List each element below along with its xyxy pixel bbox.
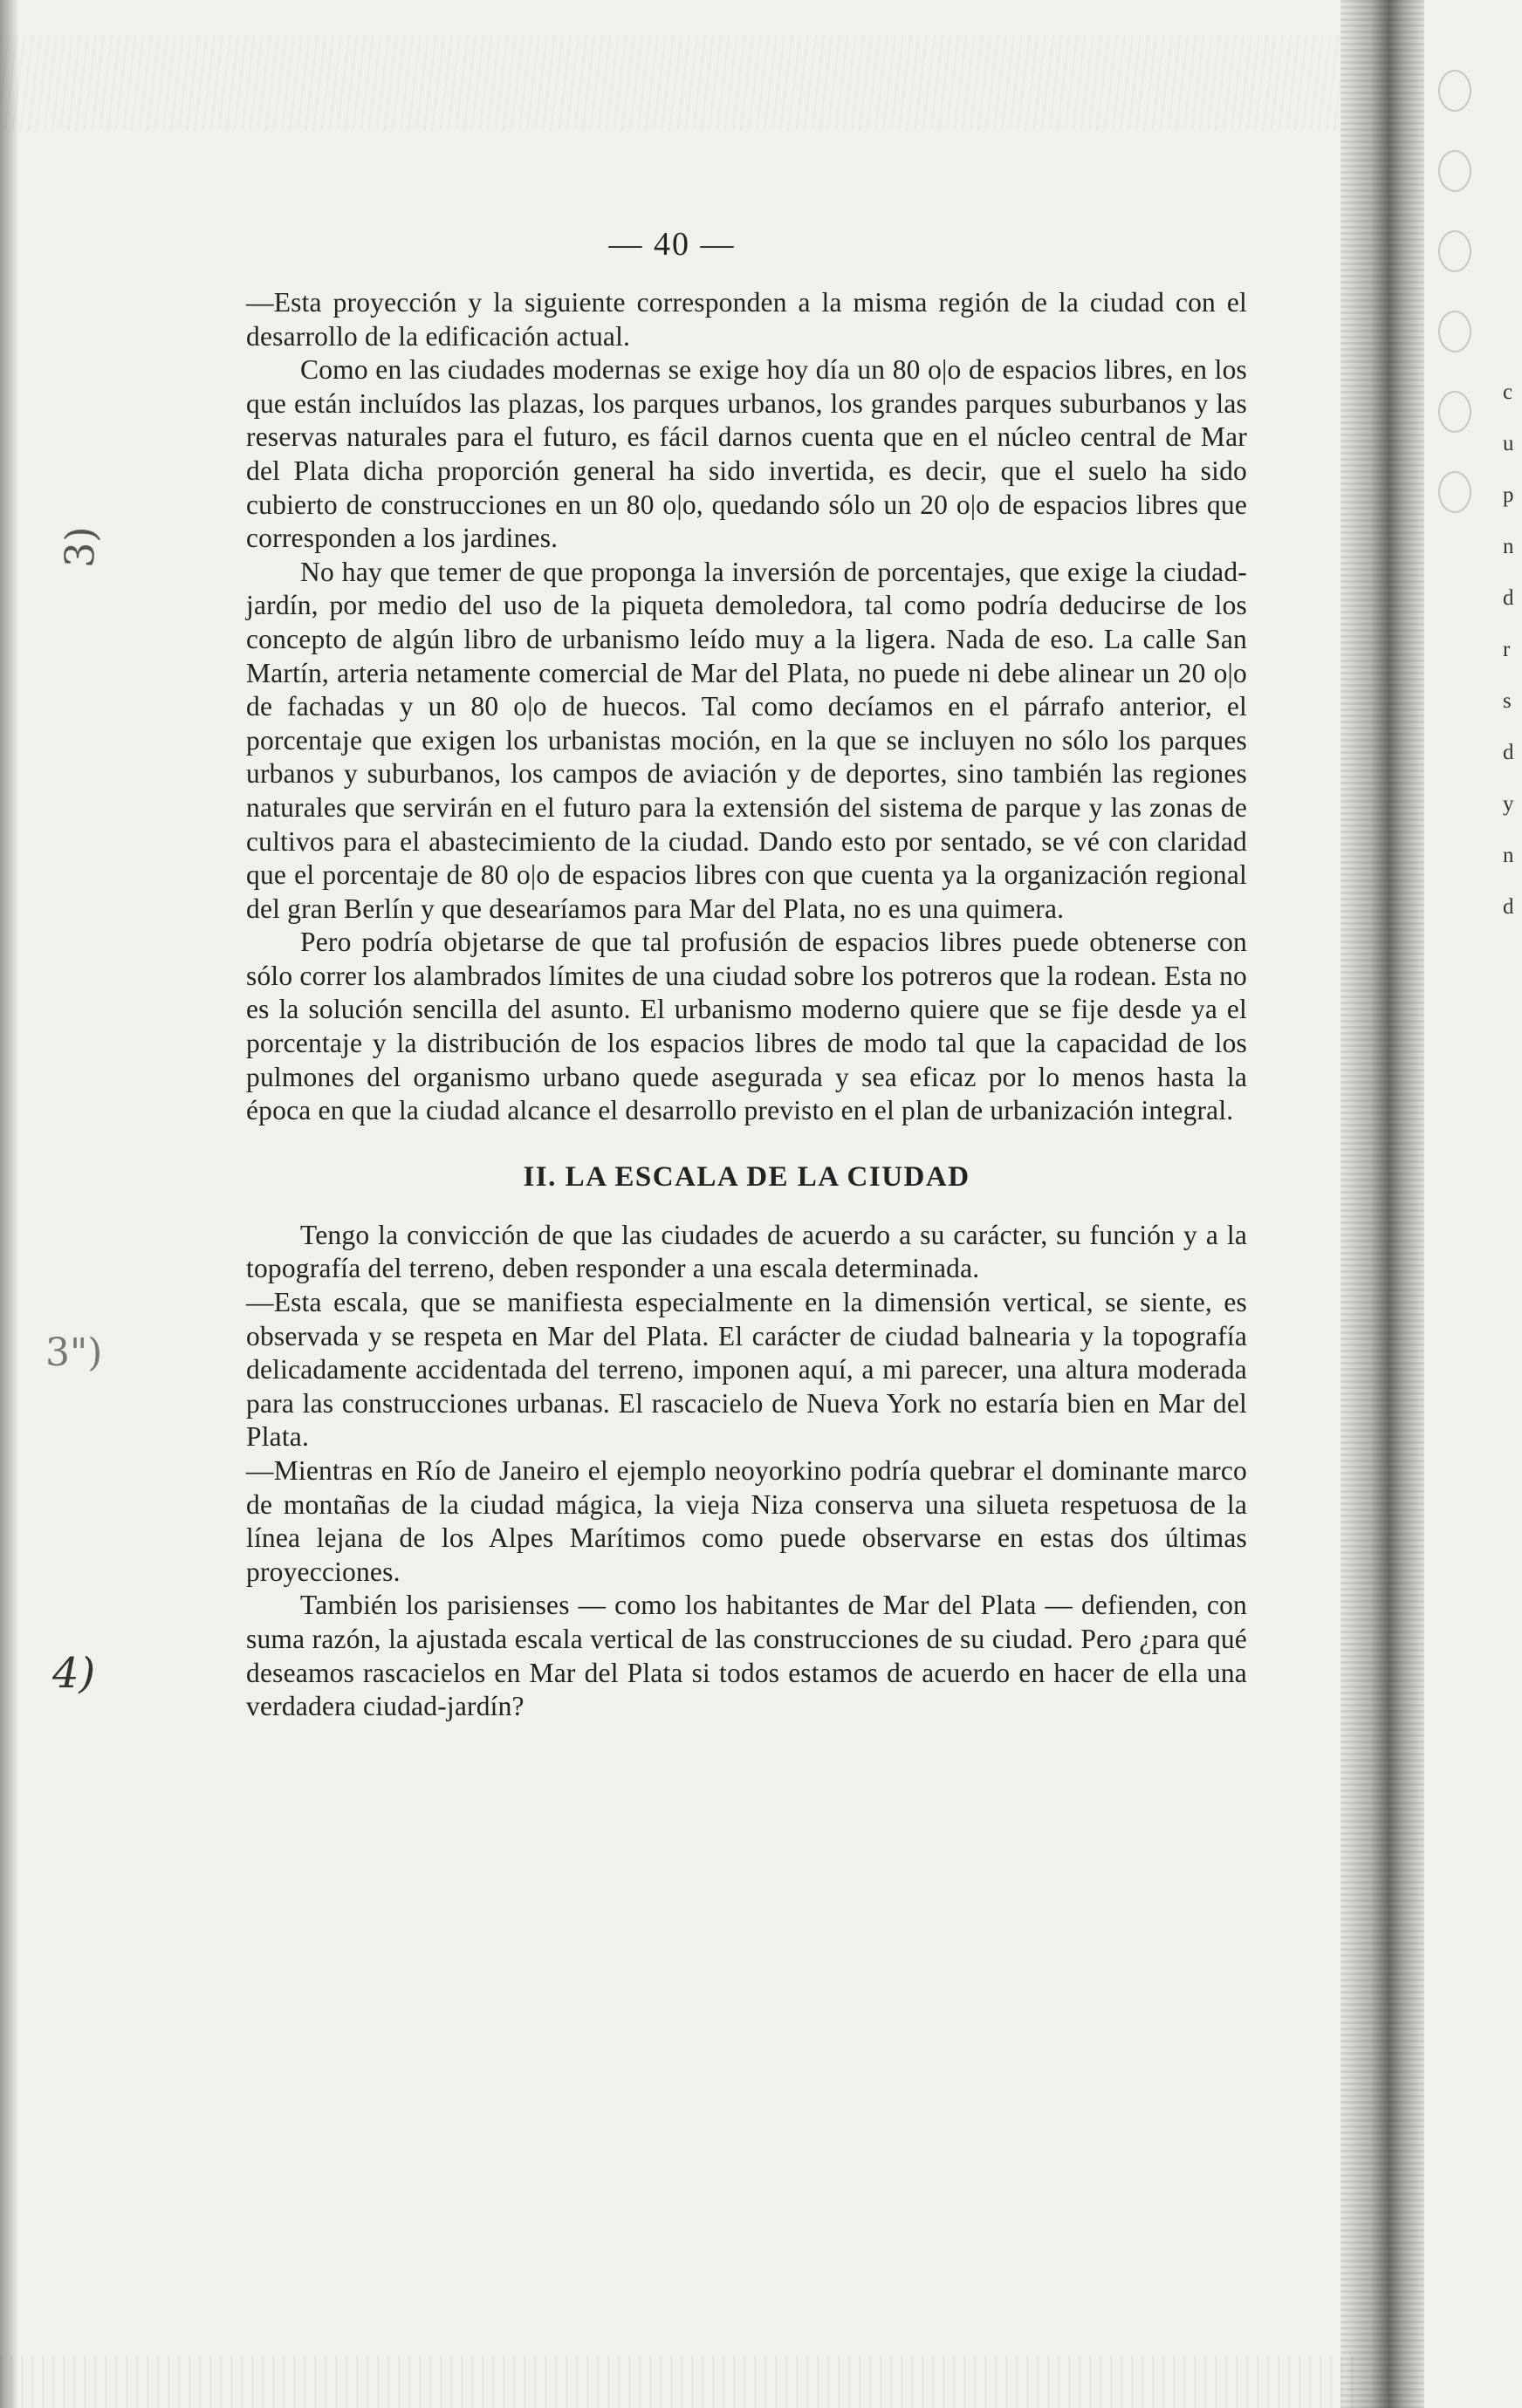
paragraph: Como en las ciudades modernas se exige hoy día un 80 o|o de espacios libres, en los que están incluídos las plazas, los parques urbanos, los grandes parques suburbanos y las reservas naturales para el futuro, es fácil darnos cuenta que en el núcleo central de Mar del Plata dicha proporción general ha sido invertida, es decir, que el suelo ha sido cubierto de construcciones en un 80 o|o, quedando sólo un 20 o|o de espacios libres que corresponden a los jardines.	[246, 354, 1247, 554]
edge-letter: u	[1503, 432, 1514, 455]
paragraph: También los parisienses — como los habitantes de Mar del Plata — defienden, con suma razón, la ajustada escala vertical de las construcciones de su ciudad. Pero ¿para qué deseamos rascacielos en Mar del Plata si todos estamos de acuerdo en hacer de ella una verdadera ciudad-jardín?	[246, 1590, 1247, 1722]
binding-hole	[1438, 150, 1471, 192]
binding-hole	[1438, 311, 1471, 352]
margin-annotation: 3)	[55, 525, 105, 569]
binding-holes	[1438, 70, 1491, 551]
edge-letter: n	[1503, 844, 1514, 867]
main-text-column	[246, 286, 1247, 1724]
edge-letter: s	[1503, 689, 1512, 713]
edge-letter: d	[1503, 741, 1514, 764]
margin-annotation: 4)	[52, 1649, 96, 1698]
paragraph: —Esta proyección y la siguiente corresponden a la misma región de la ciudad con el desarrollo de la edificación actual.	[246, 287, 1247, 352]
edge-letter: y	[1503, 792, 1514, 816]
binding-hole	[1438, 230, 1471, 272]
binding-hole	[1438, 391, 1471, 433]
page-edge-shadow	[0, 0, 19, 2408]
paragraph: Pero podría objetarse de que tal profusión de espacios libres puede obtenerse con sólo correr los alambrados límites de una ciudad sobre los potreros que la rodean. Esta no es la solución sencilla del asunto. El urbanismo moderno quiere que se fije desde ya el porcentaje y la distribución de los espacios libres de modo tal que la capacidad de los pulmones del organismo urbano quede asegurada y sea eficaz por lo menos hasta la época en que la ciudad alcance el desarrollo previsto en el plan de urbanización integral.	[246, 927, 1247, 1126]
margin-annotation: 3")	[45, 1331, 103, 1375]
paragraph: Tengo la convicción de que las ciudades de acuerdo a su carácter, su función y a la topografía del terreno, deben responder a una escala determinada.	[246, 1219, 1247, 1284]
paragraph: —Mientras en Río de Janeiro el ejemplo neoyorkino podría quebrar el dominante marco de montañas de la ciudad mágica, la vieja Niza conserva una silueta respetuosa de la línea lejana de los Alpes Marítimos como puede observarse en estas dos últimas proyecciones.	[246, 1455, 1247, 1587]
section-heading: II. LA ESCALA DE LA CIUDAD	[523, 1160, 970, 1193]
book-spine	[1340, 0, 1424, 2408]
paragraph: —Esta escala, que se manifiesta especialmente en la dimensión vertical, se siente, es observada y se respeta en Mar del Plata. El carácter de ciudad balnearia y la topografía delicadamente accidentada del terreno, imponen aquí, a mi parecer, una altura moderada para las construcciones urbanas. El rascacielo de Nueva York no estaría bien en Mar del Plata.	[246, 1287, 1247, 1453]
binding-hole	[1438, 471, 1471, 513]
edge-letter: d	[1503, 895, 1514, 919]
edge-letter: r	[1503, 638, 1511, 661]
scan-noise-top	[0, 35, 1361, 131]
paragraph: No hay que temer de que proponga la inversión de porcentajes, que exige la ciudad-jardín, por medio del uso de la piqueta demoledora, tal como podría deducirse de los concepto de algún libro de urbanismo leído muy a la ligera. Nada de eso. La calle San Martín, arteria netamente comercial de Mar del Plata, no puede ni debe alinear un 20 o|o de fachadas y un 80 o|o de huecos. Tal como decíamos en el párrafo anterior, el porcentaje que exigen los urbanistas moción, en la que se incluyen no sólo los parques urbanos y suburbanos, los campos de aviación y de deportes, sino también las regiones naturales que servirán en el futuro para la extensión del sistema de parque y las zonas de cultivos para el abastecimiento de la ciudad. Dando esto por sentado, se vé con claridad que el porcentaje de 80 o|o de espacios libres con que cuenta ya la organización regional del gran Berlín y que desearíamos para Mar del Plata, no es una quimera.	[246, 556, 1247, 924]
edge-letter: p	[1503, 483, 1514, 507]
binding-hole	[1438, 70, 1471, 112]
page-number: — 40 —	[608, 226, 736, 263]
edge-letter: d	[1503, 586, 1514, 610]
facing-page-edge-text	[1503, 366, 1522, 933]
scan-noise-bottom	[0, 2356, 1361, 2408]
edge-letter: n	[1503, 535, 1514, 558]
edge-letter: c	[1503, 380, 1513, 404]
